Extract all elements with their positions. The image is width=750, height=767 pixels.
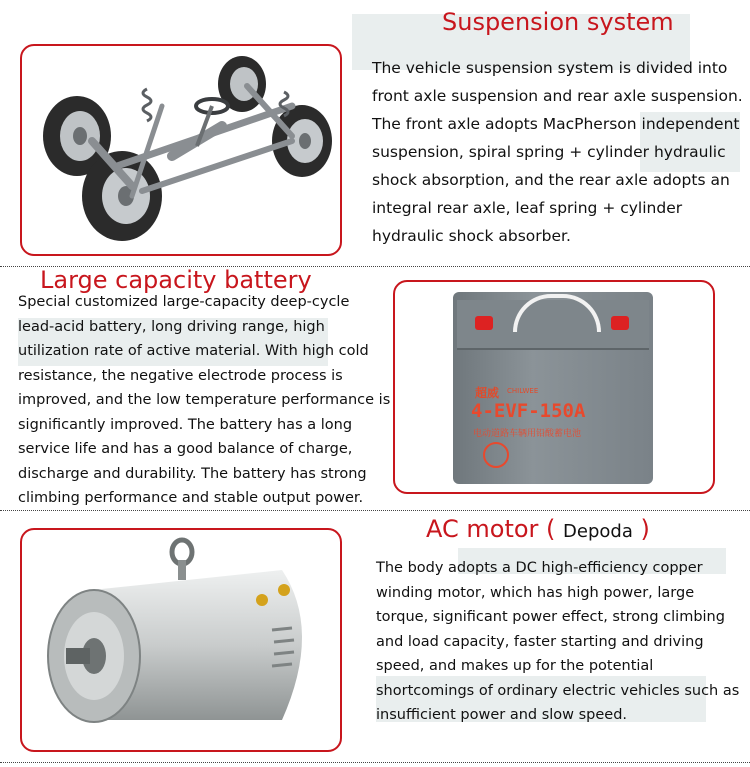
motor-title-main: AC motor ( <box>426 515 556 543</box>
motor-description <box>376 556 739 728</box>
text-line: utilization rate of active material. With high cold <box>18 343 369 359</box>
text-line: The vehicle suspension system is divided into <box>372 59 728 77</box>
battery-desc: 电动道路车辆用铅酸蓄电池 <box>473 429 582 439</box>
motor-title-close: ) <box>640 515 650 543</box>
text-line: significantly improved. The battery has a long <box>18 416 353 433</box>
motor-image-frame <box>20 528 342 752</box>
text-line: integral rear axle, leaf spring + cylinder <box>372 199 683 217</box>
section-divider <box>0 510 750 511</box>
text-line: service life and has a good balance of charge, <box>18 441 353 457</box>
suspension-image-frame <box>20 44 342 256</box>
text-line: insufficient power and slow speed. <box>376 707 628 723</box>
dc-motor-photo <box>22 530 340 750</box>
text-line: speed, and makes up for the potential <box>376 658 654 674</box>
suspension-description <box>372 54 743 250</box>
lead-acid-battery-photo <box>453 292 653 484</box>
text-line: winding motor, which has high power, large <box>376 584 695 601</box>
battery-description <box>18 290 390 511</box>
text-line: lead-acid battery, long driving range, high <box>18 318 325 335</box>
battery-title: Large capacity battery <box>40 266 312 294</box>
text-line: torque, significant power effect, strong climbing <box>376 609 725 625</box>
battery-model: 4-EVF-150A <box>471 400 586 422</box>
text-line: discharge and durability. The battery has strong <box>18 465 367 482</box>
motor-title-brand: Depoda <box>563 521 633 542</box>
motor-title <box>426 515 650 543</box>
text-line: shortcomings of ordinary electric vehicles such as <box>376 682 740 699</box>
text-line: and load capacity, faster starting and driving <box>376 633 704 650</box>
text-line: hydraulic shock absorber. <box>372 227 571 245</box>
text-line: The body adopts a DC high-efficiency copper <box>376 560 703 576</box>
text-line: resistance, the negative electrode process is <box>18 367 343 384</box>
text-line: shock absorption, and the rear axle adopts an <box>372 171 730 189</box>
text-line: The front axle adopts MacPherson independent <box>372 115 740 133</box>
section-divider <box>0 762 750 763</box>
text-line: front axle suspension and rear axle suspension. <box>372 87 743 105</box>
text-line: suspension, spiral spring + cylinder hydraulic <box>372 143 726 161</box>
text-line: Special customized large-capacity deep-cycle <box>18 294 350 310</box>
battery-seal-icon <box>483 442 509 468</box>
suspension-chassis-illustration <box>22 46 340 254</box>
text-line: improved, and the low temperature performance is <box>18 392 391 408</box>
battery-brand-en: CHILWEE <box>507 387 539 395</box>
battery-brand: 超威 <box>475 386 500 400</box>
battery-image-frame <box>393 280 715 494</box>
battery-terminal-icon <box>611 316 629 330</box>
battery-terminal-icon <box>475 316 493 330</box>
text-line: climbing performance and stable output power. <box>18 490 364 506</box>
suspension-title: Suspension system <box>442 8 674 36</box>
wheel-icon <box>272 105 332 177</box>
